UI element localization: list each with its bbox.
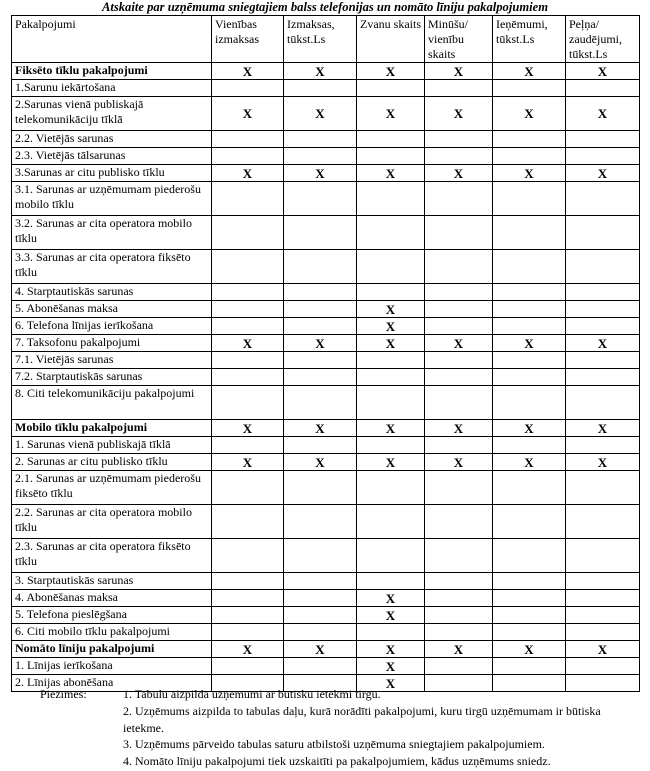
notes-label: Piezīmes: [40, 687, 87, 701]
mark-cell [357, 182, 425, 216]
mark-cell [357, 386, 425, 420]
row-label: Fiksēto tīklu pakalpojumi [12, 63, 212, 80]
row-label: 6. Citi mobilo tīklu pakalpojumi [12, 624, 212, 641]
mark-cell [212, 352, 284, 369]
table-row [12, 369, 640, 386]
table-row [12, 539, 640, 573]
mark-cell: X [357, 675, 425, 692]
mark-cell [566, 369, 640, 386]
mark-cell [566, 607, 640, 624]
row-label: 2.2. Sarunas ar cita operatora mobilo tīklu [12, 505, 212, 539]
table-row [12, 216, 640, 250]
mark-cell [212, 658, 284, 675]
mark-cell [566, 352, 640, 369]
mark-cell [425, 148, 493, 165]
mark-cell [493, 148, 566, 165]
table-row [12, 335, 640, 352]
mark-cell [566, 182, 640, 216]
mark-cell: X [425, 97, 493, 131]
mark-cell [357, 573, 425, 590]
notes-section [40, 686, 640, 770]
mark-cell [425, 624, 493, 641]
mark-cell [357, 148, 425, 165]
row-label: 2. Sarunas ar citu publisko tīklu [12, 454, 212, 471]
row-label: 2.3. Vietējās tālsarunas [12, 148, 212, 165]
row-label: 1. Sarunas vienā publiskajā tīklā [12, 437, 212, 454]
mark-cell: X [284, 97, 357, 131]
mark-cell [566, 80, 640, 97]
mark-cell [493, 369, 566, 386]
table-row [12, 131, 640, 148]
mark-cell: X [357, 454, 425, 471]
mark-cell [493, 301, 566, 318]
mark-cell: X [425, 420, 493, 437]
table-row [12, 658, 640, 675]
mark-cell [212, 250, 284, 284]
note-item: 4. Nomāto līniju pakalpojumi tiek uzskaitīti pa pakalpojumiem, kādus uzņēmums sniedz. [123, 754, 551, 769]
mark-cell [284, 352, 357, 369]
mark-cell [425, 80, 493, 97]
mark-cell [493, 505, 566, 539]
mark-cell: X [284, 335, 357, 352]
row-label: 6. Telefona līnijas ierīkošana [12, 318, 212, 335]
mark-cell [357, 216, 425, 250]
mark-cell [566, 318, 640, 335]
note-item: 1. Tabulu aizpilda uzņēmumi ar būtisku ietekmi tirgū. [123, 687, 381, 701]
mark-cell [284, 318, 357, 335]
mark-cell [493, 539, 566, 573]
mark-cell [566, 148, 640, 165]
mark-cell [284, 607, 357, 624]
services-report-table [11, 15, 640, 692]
table-header-row [12, 16, 640, 63]
mark-cell: X [493, 454, 566, 471]
row-label: 3.1. Sarunas ar uzņēmumam piederošu mobilo tīklu [12, 182, 212, 216]
mark-cell: X [357, 97, 425, 131]
mark-cell [493, 386, 566, 420]
mark-cell: X [493, 97, 566, 131]
section-row [12, 63, 640, 80]
mark-cell [425, 250, 493, 284]
mark-cell [493, 250, 566, 284]
mark-cell: X [566, 97, 640, 131]
mark-cell: X [212, 420, 284, 437]
mark-cell [284, 624, 357, 641]
row-label: 3.3. Sarunas ar cita operatora fiksēto tīklu [12, 250, 212, 284]
mark-cell [425, 539, 493, 573]
mark-cell: X [493, 641, 566, 658]
mark-cell: X [493, 165, 566, 182]
column-header-revenue: Ieņēmumi, tūkst.Ls [493, 16, 566, 63]
section-row [12, 641, 640, 658]
mark-cell: X [212, 63, 284, 80]
mark-cell: X [284, 165, 357, 182]
mark-cell [212, 505, 284, 539]
mark-cell [425, 182, 493, 216]
row-label: 7. Taksofonu pakalpojumi [12, 335, 212, 352]
mark-cell: X [284, 63, 357, 80]
mark-cell [284, 573, 357, 590]
row-label: 3.Sarunas ar citu publisko tīklu [12, 165, 212, 182]
table-row [12, 318, 640, 335]
mark-cell [493, 607, 566, 624]
table-row [12, 573, 640, 590]
mark-cell: X [566, 63, 640, 80]
mark-cell [212, 539, 284, 573]
column-header-minutes: Minūšu/ vienību skaits [425, 16, 493, 63]
mark-cell: X [212, 335, 284, 352]
mark-cell [425, 301, 493, 318]
mark-cell [425, 437, 493, 454]
row-label: Mobilo tīklu pakalpojumi [12, 420, 212, 437]
mark-cell [284, 658, 357, 675]
mark-cell [493, 318, 566, 335]
mark-cell [212, 131, 284, 148]
mark-cell [566, 386, 640, 420]
mark-cell: X [566, 641, 640, 658]
mark-cell: X [425, 641, 493, 658]
mark-cell [284, 301, 357, 318]
mark-cell [357, 352, 425, 369]
mark-cell: X [566, 165, 640, 182]
mark-cell: X [425, 165, 493, 182]
mark-cell [493, 352, 566, 369]
mark-cell [212, 216, 284, 250]
mark-cell: X [357, 165, 425, 182]
mark-cell [493, 80, 566, 97]
mark-cell: X [357, 420, 425, 437]
mark-cell [212, 386, 284, 420]
mark-cell [566, 437, 640, 454]
table-row [12, 182, 640, 216]
mark-cell: X [357, 335, 425, 352]
note-item: 3. Uzņēmums pārveido tabulas saturu atbilstoši uzņēmuma sniegtajiem pakalpojumiem. [123, 737, 545, 752]
column-header-services: Pakalpojumi [12, 16, 212, 63]
mark-cell [425, 284, 493, 301]
mark-cell: X [357, 590, 425, 607]
mark-cell: X [566, 454, 640, 471]
column-header-unit-cost: Vienības izmaksas [212, 16, 284, 63]
mark-cell [493, 437, 566, 454]
column-header-call-count: Zvanu skaits [357, 16, 425, 63]
table-row [12, 624, 640, 641]
mark-cell [357, 80, 425, 97]
row-label: 5. Abonēšanas maksa [12, 301, 212, 318]
section-row [12, 420, 640, 437]
note-item: 2. Uzņēmums aizpilda to tabulas daļu, kurā norādīti pakalpojumi, kuru tirgū uzņēmumam ir būtiska ietekme. [123, 703, 601, 735]
mark-cell [493, 658, 566, 675]
mark-cell: X [357, 607, 425, 624]
mark-cell [284, 471, 357, 505]
mark-cell [425, 573, 493, 590]
mark-cell [212, 318, 284, 335]
table-body [12, 63, 640, 692]
mark-cell [566, 131, 640, 148]
table-row [12, 386, 640, 420]
table-row [12, 590, 640, 607]
row-label: 2.2. Vietējās sarunas [12, 131, 212, 148]
mark-cell [284, 216, 357, 250]
mark-cell [357, 471, 425, 505]
mark-cell [284, 539, 357, 573]
mark-cell [212, 437, 284, 454]
mark-cell: X [425, 454, 493, 471]
mark-cell: X [212, 165, 284, 182]
mark-cell [284, 148, 357, 165]
mark-cell [493, 471, 566, 505]
table-row [12, 80, 640, 97]
row-label: 2. Līnijas abonēšana [12, 675, 212, 692]
row-label: Nomāto līniju pakalpojumi [12, 641, 212, 658]
table-row [12, 97, 640, 131]
mark-cell: X [212, 641, 284, 658]
row-label: 1. Līnijas ierīkošana [12, 658, 212, 675]
row-label: 3.2. Sarunas ar cita operatora mobilo tīklu [12, 216, 212, 250]
mark-cell [566, 250, 640, 284]
row-label: 1.Sarunu iekārtošana [12, 80, 212, 97]
mark-cell: X [493, 420, 566, 437]
mark-cell [284, 386, 357, 420]
mark-cell [284, 590, 357, 607]
mark-cell [425, 369, 493, 386]
table-row [12, 165, 640, 182]
mark-cell [425, 471, 493, 505]
row-label: 3. Starptautiskās sarunas [12, 573, 212, 590]
mark-cell [566, 505, 640, 539]
mark-cell [493, 590, 566, 607]
mark-cell [357, 369, 425, 386]
mark-cell [212, 182, 284, 216]
mark-cell: X [212, 454, 284, 471]
table-row [12, 250, 640, 284]
mark-cell [425, 352, 493, 369]
table-row [12, 284, 640, 301]
mark-cell [425, 658, 493, 675]
mark-cell [566, 471, 640, 505]
mark-cell: X [493, 63, 566, 80]
mark-cell: X [284, 454, 357, 471]
table-row [12, 148, 640, 165]
mark-cell [566, 301, 640, 318]
mark-cell [212, 284, 284, 301]
mark-cell [566, 658, 640, 675]
notes-list [40, 686, 640, 770]
mark-cell [212, 80, 284, 97]
table-row [12, 505, 640, 539]
row-label: 8. Citi telekomunikāciju pakalpojumi [12, 386, 212, 420]
row-label: 2.Sarunas vienā publiskajā telekomunikāciju tīklā [12, 97, 212, 131]
mark-cell [425, 318, 493, 335]
mark-cell [212, 607, 284, 624]
mark-cell [357, 539, 425, 573]
row-label: 2.3. Sarunas ar cita operatora fiksēto tīklu [12, 539, 212, 573]
mark-cell [212, 471, 284, 505]
mark-cell [493, 284, 566, 301]
mark-cell [425, 216, 493, 250]
row-label: 4. Abonēšanas maksa [12, 590, 212, 607]
table-row [12, 352, 640, 369]
mark-cell [493, 573, 566, 590]
mark-cell [212, 573, 284, 590]
mark-cell [425, 131, 493, 148]
mark-cell [212, 369, 284, 386]
mark-cell: X [425, 335, 493, 352]
row-label: 4. Starptautiskās sarunas [12, 284, 212, 301]
column-header-costs: Izmaksas, tūkst.Ls [284, 16, 357, 63]
table-row [12, 301, 640, 318]
mark-cell: X [357, 658, 425, 675]
mark-cell [493, 131, 566, 148]
mark-cell [566, 216, 640, 250]
mark-cell [493, 216, 566, 250]
mark-cell [425, 590, 493, 607]
mark-cell [357, 131, 425, 148]
mark-cell: X [357, 318, 425, 335]
mark-cell [284, 369, 357, 386]
mark-cell [284, 182, 357, 216]
mark-cell [425, 607, 493, 624]
mark-cell: X [357, 641, 425, 658]
row-label: 7.1. Vietējās sarunas [12, 352, 212, 369]
mark-cell [566, 284, 640, 301]
mark-cell [566, 624, 640, 641]
mark-cell [212, 590, 284, 607]
mark-cell: X [425, 63, 493, 80]
mark-cell: X [284, 641, 357, 658]
mark-cell [212, 148, 284, 165]
mark-cell [284, 437, 357, 454]
mark-cell [284, 284, 357, 301]
table-row [12, 437, 640, 454]
mark-cell: X [212, 97, 284, 131]
row-label: 7.2. Starptautiskās sarunas [12, 369, 212, 386]
mark-cell: X [284, 420, 357, 437]
column-header-profit-loss: Peļņa/ zaudējumi, tūkst.Ls [566, 16, 640, 63]
mark-cell [284, 131, 357, 148]
mark-cell: X [357, 301, 425, 318]
mark-cell [357, 437, 425, 454]
mark-cell [425, 505, 493, 539]
mark-cell [212, 301, 284, 318]
report-title: Atskaite par uzņēmuma sniegtajiem balss telefonijas un nomāto līniju pakalpojumiem [101, 0, 549, 14]
mark-cell: X [493, 335, 566, 352]
mark-cell: X [566, 335, 640, 352]
mark-cell [357, 284, 425, 301]
mark-cell [357, 624, 425, 641]
mark-cell [493, 182, 566, 216]
row-label: 5. Telefona pieslēgšana [12, 607, 212, 624]
mark-cell [284, 505, 357, 539]
mark-cell [212, 624, 284, 641]
row-label: 2.1. Sarunas ar uzņēmumam piederošu fiksēto tīklu [12, 471, 212, 505]
mark-cell: X [357, 63, 425, 80]
mark-cell [357, 250, 425, 284]
mark-cell [566, 590, 640, 607]
mark-cell [284, 80, 357, 97]
mark-cell [284, 250, 357, 284]
mark-cell: X [566, 420, 640, 437]
mark-cell [566, 539, 640, 573]
table-row [12, 471, 640, 505]
mark-cell [566, 573, 640, 590]
mark-cell [493, 624, 566, 641]
table-row [12, 454, 640, 471]
mark-cell [425, 386, 493, 420]
table-row [12, 607, 640, 624]
mark-cell [357, 505, 425, 539]
